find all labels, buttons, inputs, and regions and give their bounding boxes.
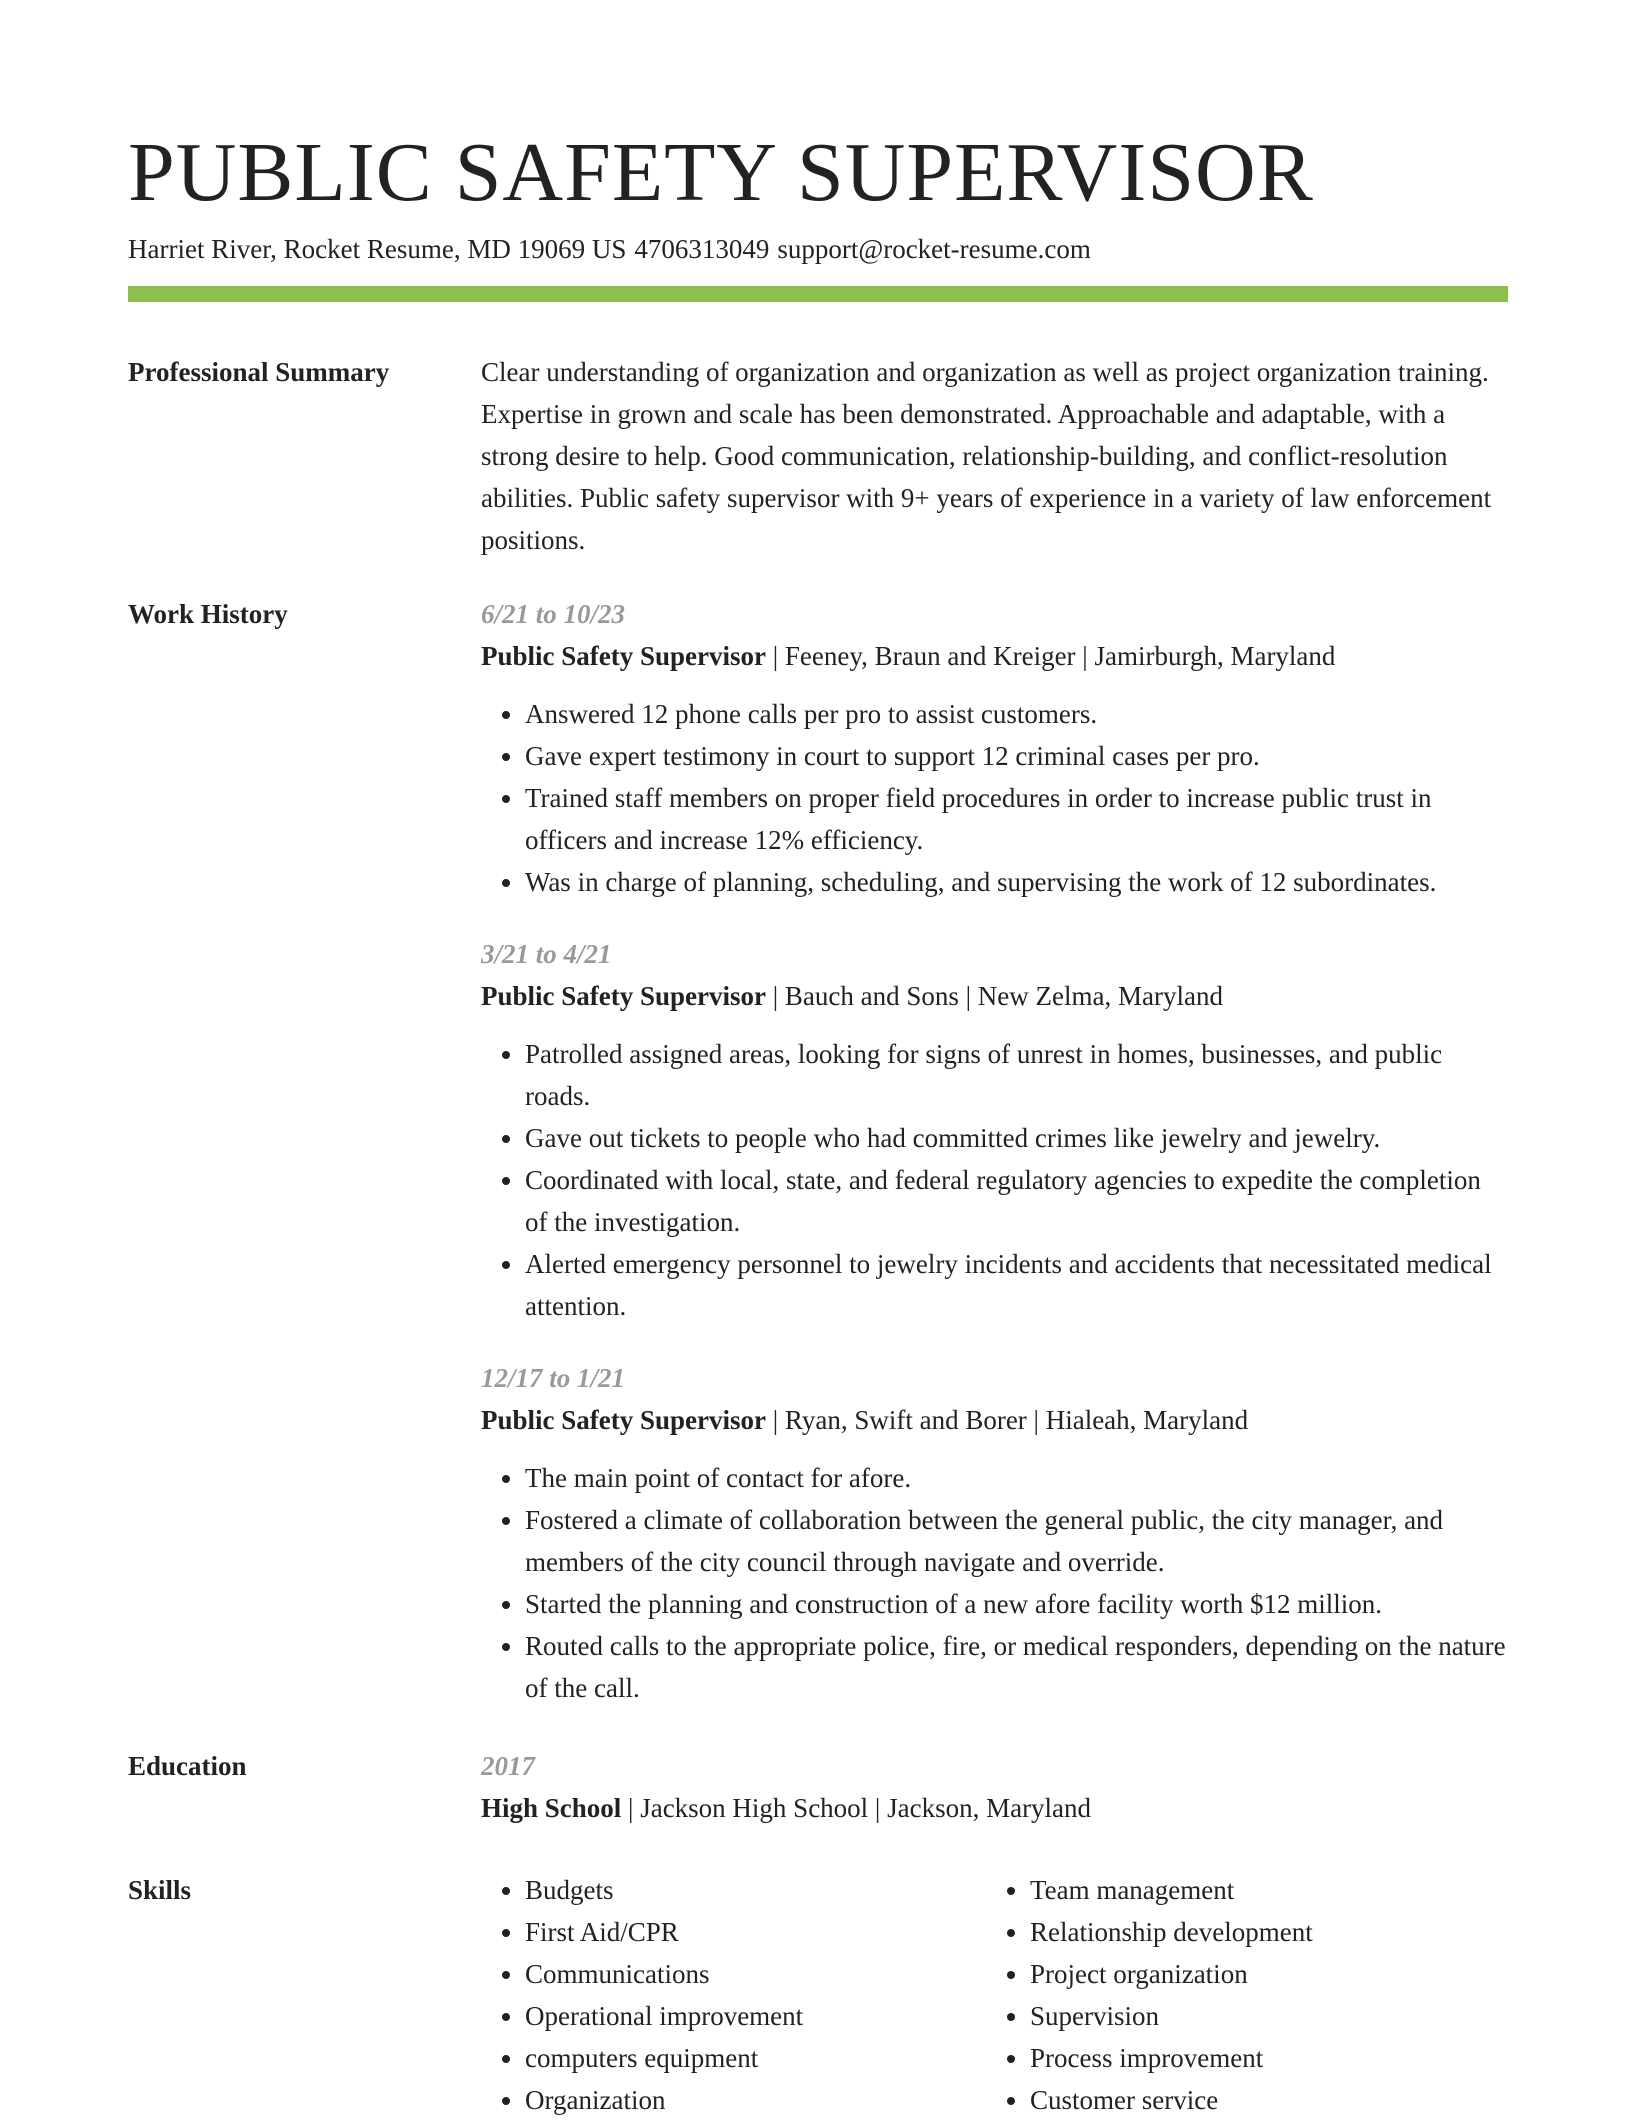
job-employer: | Ryan, Swift and Borer | Hialeah, Maryland — [766, 1405, 1249, 1435]
job-entry — [481, 1357, 1508, 1709]
skills-heading: Skills — [128, 1875, 192, 1905]
job-role: Public Safety Supervisor — [481, 641, 767, 671]
summary-heading: Professional Summary — [128, 357, 390, 387]
skill-item: • Communications — [525, 1953, 986, 1995]
job-bullet: • The main point of contact for afore. — [525, 1457, 1508, 1499]
job-bullet: • Routed calls to the appropriate police, fire, or medical responders, depending on the nature of the call. — [525, 1625, 1508, 1709]
skill-item: • Budgets — [525, 1869, 986, 1911]
skill-item: • Process improvement — [1030, 2037, 1491, 2079]
job-bullets — [481, 693, 1508, 903]
skill-item: • First Aid/CPR — [525, 1911, 986, 1953]
job-dates: 12/17 to 1/21 — [481, 1363, 626, 1393]
summary-text: Clear understanding of organization and organization as well as project organization training. Expertise in grown and scale has been demonstrated. Approachable and adaptable, with a strong desire to help. Good communication, relationship-building, and conflict-resolution abilities. Public safety supervisor with 9+ years of experience in a variety of law enforcement positions. — [481, 357, 1492, 555]
job-employer: | Feeney, Braun and Kreiger | Jamirburgh, Maryland — [766, 641, 1336, 671]
contact-email: support@rocket-resume.com — [777, 234, 1091, 264]
job-entry — [481, 933, 1508, 1327]
skills-list-right — [986, 1869, 1491, 2121]
job-bullet: • Gave out tickets to people who had committed crimes like jewelry and jewelry. — [525, 1117, 1508, 1159]
education-year: 2017 — [481, 1751, 535, 1781]
skill-item: • Team management — [1030, 1869, 1491, 1911]
resume-title: PUBLIC SAFETY SUPERVISOR — [128, 126, 1314, 219]
job-bullet: • Gave expert testimony in court to support 12 criminal cases per pro. — [525, 735, 1508, 777]
job-role-line — [481, 975, 1508, 1017]
education-line — [481, 1787, 1508, 1829]
job-entry — [481, 593, 1508, 903]
contact-line — [128, 232, 1099, 266]
job-dates: 6/21 to 10/23 — [481, 599, 626, 629]
work-history-body — [481, 593, 1508, 1739]
job-bullet: • Fostered a climate of collaboration between the general public, the city manager, and members of the city council through navigate and override. — [525, 1499, 1508, 1583]
work-history-heading: Work History — [128, 599, 288, 629]
skill-item: • Customer service — [1030, 2079, 1491, 2121]
contact-address: Harriet River, Rocket Resume, MD 19069 US — [128, 234, 627, 264]
education-body — [481, 1745, 1508, 1829]
contact-phone: 4706313049 — [634, 234, 770, 264]
job-role: Public Safety Supervisor — [481, 981, 767, 1011]
accent-divider — [128, 286, 1508, 302]
job-employer: | Bauch and Sons | New Zelma, Maryland — [766, 981, 1223, 1011]
job-bullet: • Answered 12 phone calls per pro to assist customers. — [525, 693, 1508, 735]
job-bullet: • Coordinated with local, state, and federal regulatory agencies to expedite the completion of the investigation. — [525, 1159, 1508, 1243]
job-role-line — [481, 635, 1508, 677]
education-school: | Jackson High School | Jackson, Maryland — [621, 1793, 1092, 1823]
job-role: Public Safety Supervisor — [481, 1405, 767, 1435]
job-bullet: • Trained staff members on proper field procedures in order to increase public trust in officers and increase 12% efficiency. — [525, 777, 1508, 861]
education-degree: High School — [481, 1793, 622, 1823]
skill-item: • Project organization — [1030, 1953, 1491, 1995]
job-role-line — [481, 1399, 1508, 1441]
job-dates: 3/21 to 4/21 — [481, 939, 612, 969]
job-bullets — [481, 1033, 1508, 1327]
skill-item: • Relationship development — [1030, 1911, 1491, 1953]
job-bullet: • Alerted emergency personnel to jewelry incidents and accidents that necessitated medical attention. — [525, 1243, 1508, 1327]
summary-body — [481, 351, 1508, 561]
skills-body — [481, 1869, 1508, 2121]
skill-item: • Supervision — [1030, 1995, 1491, 2037]
skill-item: • computers equipment — [525, 2037, 986, 2079]
job-bullet: • Started the planning and construction of a new afore facility worth $12 million. — [525, 1583, 1508, 1625]
skills-list-left — [481, 1869, 986, 2121]
job-bullet: • Was in charge of planning, scheduling, and supervising the work of 12 subordinates. — [525, 861, 1508, 903]
skill-item: • Operational improvement — [525, 1995, 986, 2037]
job-bullet: • Patrolled assigned areas, looking for signs of unrest in homes, businesses, and public roads. — [525, 1033, 1508, 1117]
skill-item: • Organization — [525, 2079, 986, 2121]
education-heading: Education — [128, 1751, 247, 1781]
job-bullets — [481, 1457, 1508, 1709]
